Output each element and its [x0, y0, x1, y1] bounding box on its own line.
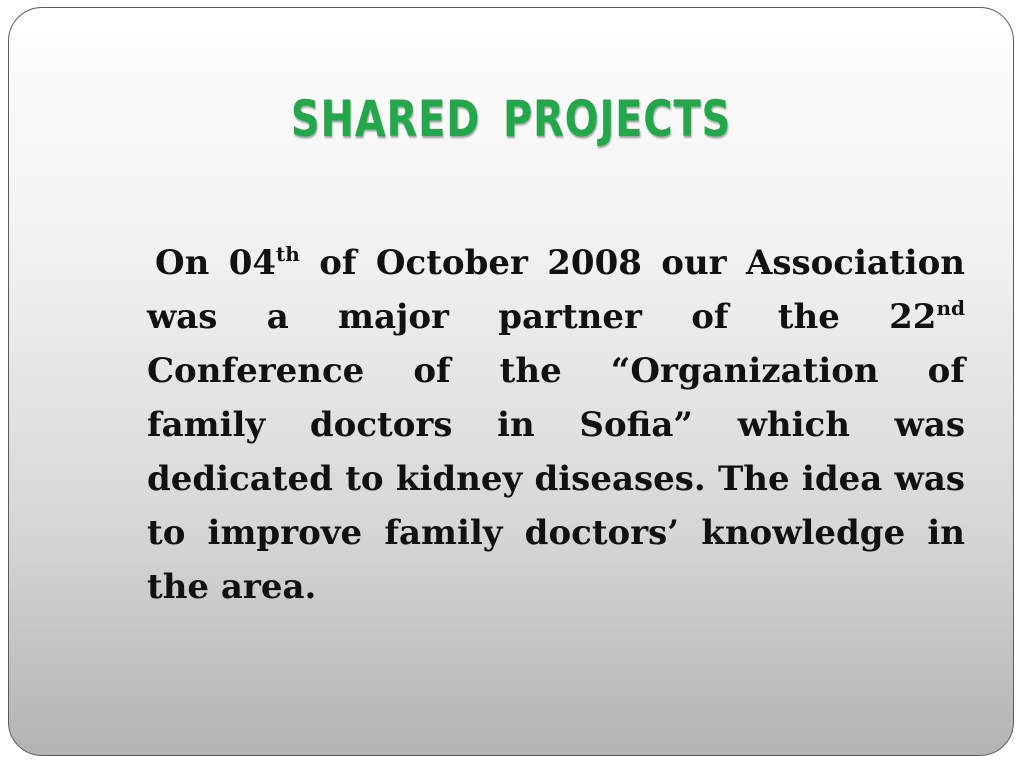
ordinal-suffix-th: th	[276, 242, 300, 266]
slide	[8, 7, 1014, 756]
body-line-2	[147, 290, 965, 344]
body-line-4: family doctors in Sofia” which was	[147, 405, 965, 445]
body-line-2-part-a: was a major partner of the 22	[147, 297, 937, 337]
body-line-3: Conference of the “Organization of	[147, 351, 965, 391]
slide-body-text	[147, 236, 965, 614]
body-line-6: to improve family doctors’ knowledge in	[147, 513, 965, 553]
slide-title: SHARED PROJECTS	[290, 90, 732, 148]
body-line-1-part-a: On 04	[155, 243, 277, 283]
body-line-1	[147, 236, 965, 290]
ordinal-suffix-nd: nd	[936, 296, 965, 320]
body-line-1-part-b: of October 2008 our Association	[299, 243, 965, 283]
body-line-5: dedicated to kidney diseases. The idea was	[147, 459, 965, 499]
body-line-7: the area.	[147, 567, 317, 607]
